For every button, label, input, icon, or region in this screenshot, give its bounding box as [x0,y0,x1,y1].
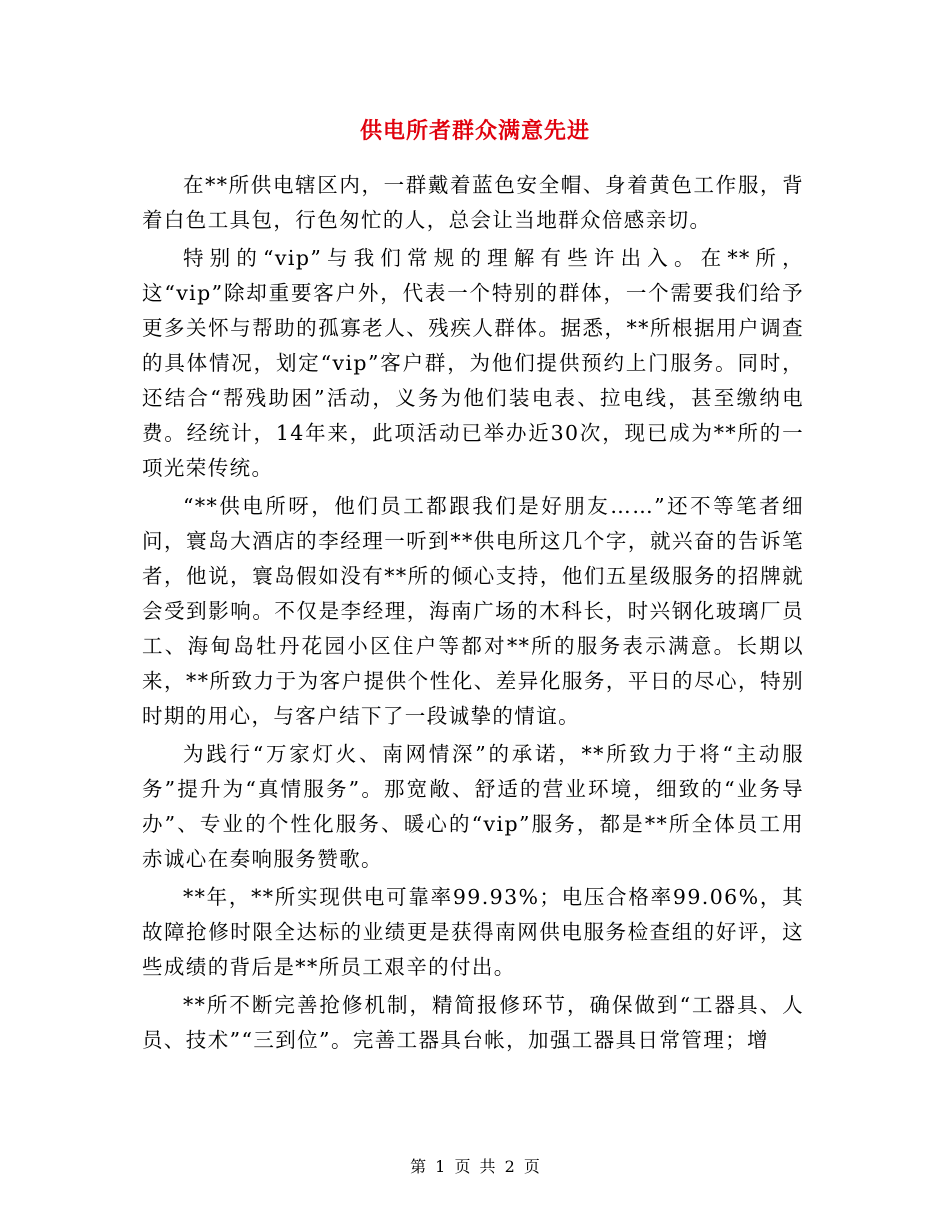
paragraph-1: 在**所供电辖区内，一群戴着蓝色安全帽、身着黄色工作服，背着白色工具包，行色匆忙的人，总会让当地群众倍感亲切。 [142,173,804,232]
paragraph-3: “**供电所呀，他们员工都跟我们是好朋友……”还不等笔者细问，寰岛大酒店的李经理一听到**供电所这几个字，就兴奋的告诉笔者，他说，寰岛假如没有**所的倾心支持，他们五星级服务的招牌就会受到影响。不仅是李经理，海南广场的木科长，时兴钢化玻璃厂员工、海甸岛牡丹花园小区住户等都对**所的服务表示满意。长期以来，**所致力于为客户提供个性化、差异化服务，平日的尽心，特别时期的用心，与客户结下了一段诚挚的情谊。 [142,494,804,728]
paragraph-2: 特别的“vip”与我们常规的理解有些许出入。在**所，这“vip”除却重要客户外，代表一个特别的群体，一个需要我们给予更多关怀与帮助的孤寡老人、残疾人群体。据悉，**所根据用户调查的具体情况，划定“vip”客户群，为他们提供预约上门服务。同时，还结合“帮残助困”活动，义务为他们装电表、拉电线，甚至缴纳电费。经统计，14年来，此项活动已举办近30次，现已成为**所的一项光荣传统。 [142,246,804,480]
document-title: 供电所者群众满意先进 [359,118,590,144]
paragraph-6: **所不断完善抢修机制，精简报修环节，确保做到“工器具、人员、技术”“三到位”。完善工器具台帐，加强工器具日常管理；增 [142,993,804,1052]
paragraph-5: **年，**所实现供电可靠率99.93%；电压合格率99.06%，其故障抢修时限全达标的业绩更是获得南网供电服务检查组的好评，这些成绩的背后是**所员工艰辛的付出。 [142,885,804,979]
page-number-footer: 第 1 页 共 2 页 [410,1157,540,1176]
paragraph-4: 为践行“万家灯火、南网情深”的承诺，**所致力于将“主动服务”提升为“真情服务”。那宽敞、舒适的营业环境，细致的“业务导办”、专业的个性化服务、暖心的“vip”服务，都是**所全体员工用赤诚心在奏响服务赞歌。 [142,742,804,871]
document-body [142,168,804,1061]
